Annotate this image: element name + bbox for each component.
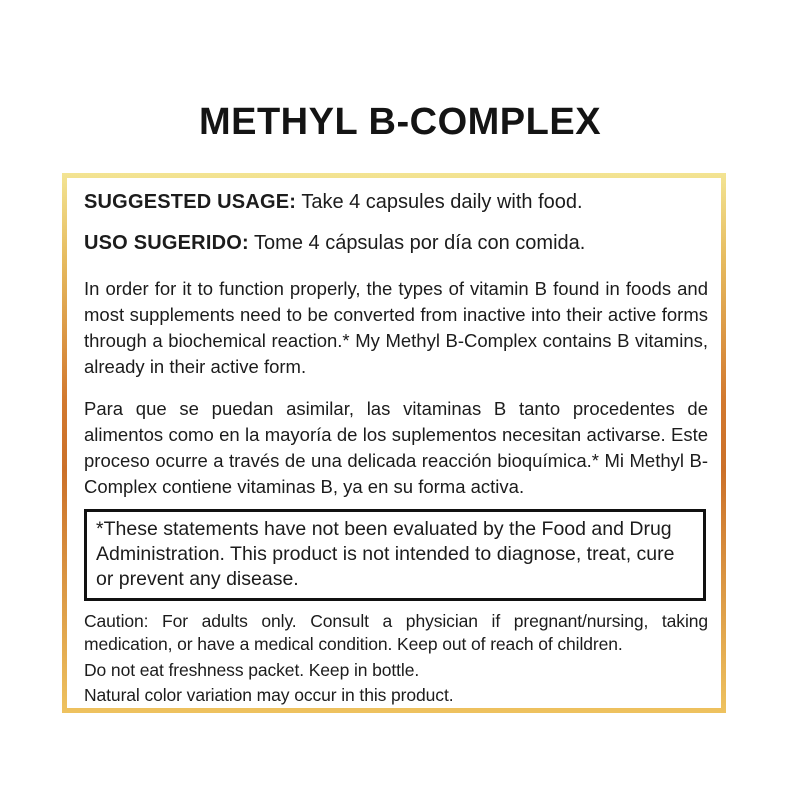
uso-sugerido-label: USO SUGERIDO: [84,232,249,254]
product-title: METHYL B-COMPLEX [198,101,602,144]
uso-sugerido-line [84,230,708,256]
suggested-usage-text: Take 4 capsules daily with food. [301,191,583,213]
uso-sugerido-text: Tome 4 cápsulas por día con comida. [254,232,586,254]
freshness-packet-text: Do not eat freshness packet. Keep in bottle. [84,660,420,680]
description-english: In order for it to function properly, the types of vitamin B found in foods and most supplements need to be converted from inactive into their active forms through a biochemical reaction.* My Methyl B-Complex contains B vitamins, already in their active form. [84,278,708,377]
suggested-usage-line [84,189,708,215]
fda-disclaimer-box [84,509,706,601]
caution-section [84,610,708,707]
color-variation-text: Natural color variation may occur in this product. [84,685,454,705]
fda-disclaimer-text: *These statements have not been evaluated by the Food and Drug Administration. This product is not intended to diagnose, treat, cure or prevent any disease. [96,518,675,590]
gold-border-frame [62,173,726,713]
caution-text: Caution: For adults only. Consult a physician if pregnant/nursing, taking medication, or have a medical condition. Keep out of reach of children. [84,611,708,654]
suggested-usage-label: SUGGESTED USAGE: [84,191,297,213]
description-spanish: Para que se puedan asimilar, las vitaminas B tanto procedentes de alimentos como en la mayoría de los suplementos necesitan activarse. Este proceso ocurre a través de una delicada reacción bioquímica.* Mi Methyl B-Complex contiene vitaminas B, ya en su forma activa. [84,398,708,497]
label-content-panel [67,178,721,708]
